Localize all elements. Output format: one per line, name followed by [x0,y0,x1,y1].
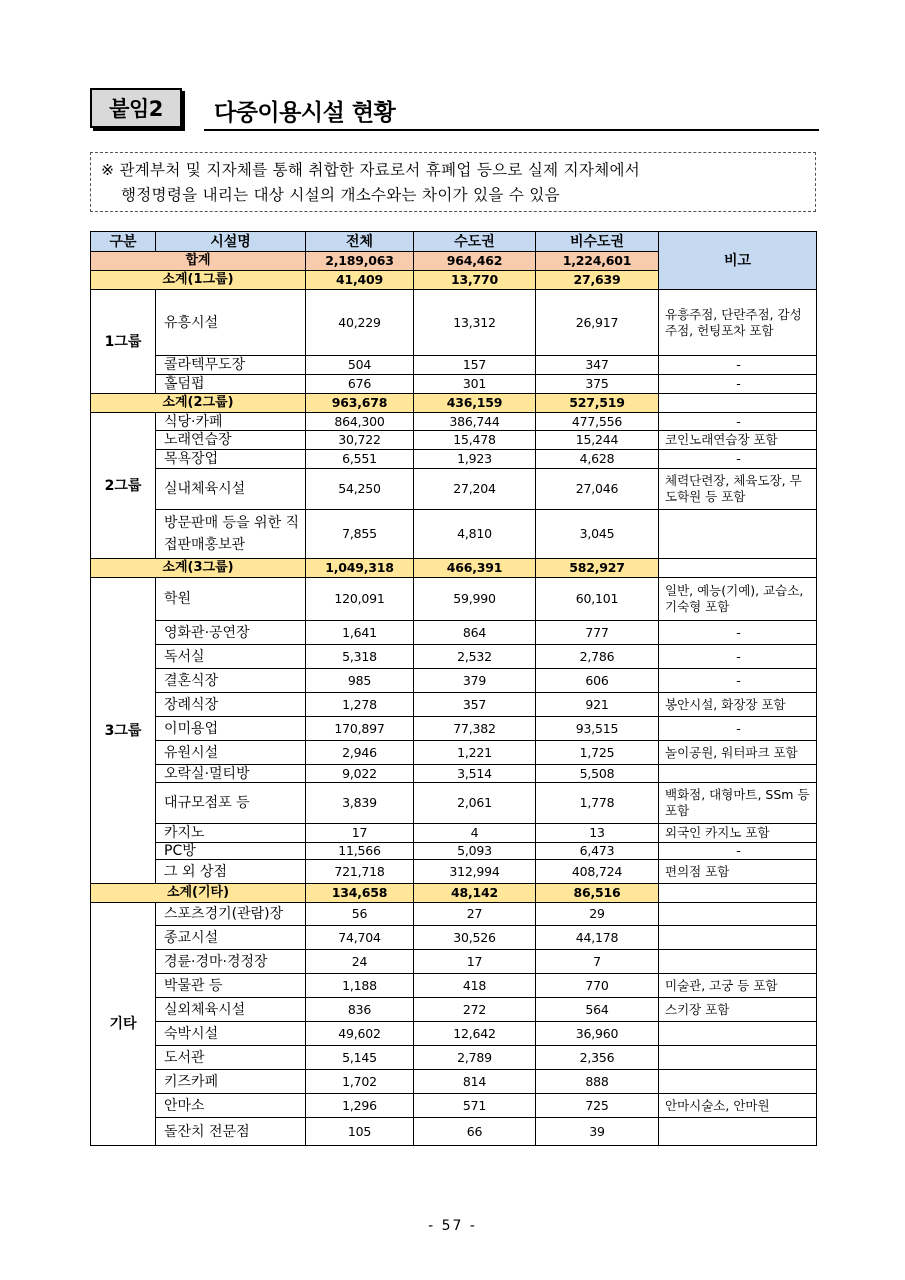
facility-metro: 59,990 [414,578,536,621]
total-value: 2,189,063 [306,252,414,271]
subtotal-nonmetro: 86,516 [536,884,659,903]
facility-total: 676 [306,375,414,394]
facility-total: 5,145 [306,1046,414,1070]
facility-nonmetro: 27,046 [536,469,659,510]
table-row [91,1094,817,1118]
table-row [91,765,817,783]
table-row [91,998,817,1022]
facility-name: 도서관 [156,1046,306,1070]
table-row [91,926,817,950]
facility-remark: 일반, 예능(기예), 교습소, 기숙형 포함 [659,578,817,621]
facility-metro: 2,061 [414,783,536,824]
facility-total: 5,318 [306,645,414,669]
table-row [91,860,817,884]
facility-nonmetro: 408,724 [536,860,659,884]
facility-nonmetro: 770 [536,974,659,998]
facility-metro: 13,312 [414,290,536,356]
table-row [91,469,817,510]
facility-name: 돌잔치 전문점 [156,1118,306,1146]
table-row [91,1070,817,1094]
facility-nonmetro: 3,045 [536,510,659,559]
facility-name: 실내체육시설 [156,469,306,510]
facility-metro: 272 [414,998,536,1022]
section-heading [90,88,820,132]
facility-name: 오락실·멀티방 [156,765,306,783]
table-row [91,693,817,717]
facility-remark: 놀이공원, 워터파크 포함 [659,741,817,765]
subtotal-label: 소계(기타) [91,884,306,903]
facility-remark [659,1070,817,1094]
subtotal-nonmetro: 27,639 [536,271,659,290]
facility-total: 504 [306,356,414,375]
facility-total: 2,946 [306,741,414,765]
facility-name: 키즈카페 [156,1070,306,1094]
group-label: 1그룹 [91,290,156,394]
facility-total: 49,602 [306,1022,414,1046]
group-label: 3그룹 [91,578,156,884]
facility-nonmetro: 26,917 [536,290,659,356]
facility-remark: 봉안시설, 화장장 포함 [659,693,817,717]
facility-remark [659,1046,817,1070]
subtotal-row [91,394,817,413]
header-category: 구분 [91,232,156,252]
facility-name: 식당·카페 [156,413,306,431]
header-facility: 시설명 [156,232,306,252]
facility-metro: 4 [414,824,536,843]
facility-name: PC방 [156,843,306,860]
facility-remark: 안마시술소, 안마원 [659,1094,817,1118]
notice-line-2: 행정명령을 내리는 대상 시설의 개소수와는 차이가 있을 수 있음 [121,186,560,204]
facility-remark: 코인노래연습장 포함 [659,431,817,450]
facility-nonmetro: 29 [536,903,659,926]
subtotal-total: 134,658 [306,884,414,903]
facility-metro: 864 [414,621,536,645]
subtotal-total: 963,678 [306,394,414,413]
facility-nonmetro: 44,178 [536,926,659,950]
subtotal-metro: 48,142 [414,884,536,903]
facility-remark: - [659,645,817,669]
table-row [91,356,817,375]
facility-nonmetro: 2,786 [536,645,659,669]
total-nonmetro: 1,224,601 [536,252,659,271]
facility-metro: 357 [414,693,536,717]
facility-nonmetro: 60,101 [536,578,659,621]
facility-name: 장례식장 [156,693,306,717]
facility-total: 1,188 [306,974,414,998]
facility-metro: 30,526 [414,926,536,950]
facility-remark: - [659,450,817,469]
facility-remark [659,950,817,974]
facility-nonmetro: 606 [536,669,659,693]
facility-nonmetro: 477,556 [536,413,659,431]
table-row [91,843,817,860]
facility-remark [659,510,817,559]
facility-metro: 814 [414,1070,536,1094]
facility-name: 독서실 [156,645,306,669]
subtotal-metro: 13,770 [414,271,536,290]
facility-total: 40,229 [306,290,414,356]
facility-name: 유원시설 [156,741,306,765]
subtotal-remark [659,559,817,578]
facility-total: 6,551 [306,450,414,469]
facility-metro: 571 [414,1094,536,1118]
facility-metro: 1,923 [414,450,536,469]
facility-nonmetro: 15,244 [536,431,659,450]
facility-name: 방문판매 등을 위한 직접판매홍보관 [156,510,306,559]
table-row [91,431,817,450]
table-row [91,1046,817,1070]
facility-nonmetro: 777 [536,621,659,645]
facility-total: 721,718 [306,860,414,884]
table-row [91,950,817,974]
facility-total: 1,278 [306,693,414,717]
facility-name: 유흥시설 [156,290,306,356]
facility-metro: 17 [414,950,536,974]
facility-remark: - [659,356,817,375]
facility-nonmetro: 2,356 [536,1046,659,1070]
subtotal-metro: 466,391 [414,559,536,578]
facility-metro: 418 [414,974,536,998]
facility-total: 864,300 [306,413,414,431]
facility-name: 실외체육시설 [156,998,306,1022]
facility-nonmetro: 5,508 [536,765,659,783]
table-row [91,1118,817,1146]
facility-metro: 2,532 [414,645,536,669]
table-row [91,450,817,469]
table-row [91,974,817,998]
facility-total: 9,022 [306,765,414,783]
facility-name: 홀덤펍 [156,375,306,394]
subtotal-row [91,559,817,578]
table-row [91,413,817,431]
facility-table [90,231,817,1146]
table-row [91,578,817,621]
header-total: 전체 [306,232,414,252]
header-remark: 비고 [659,232,817,290]
facility-total: 11,566 [306,843,414,860]
subtotal-label: 소계(3그룹) [91,559,306,578]
facility-remark: 외국인 카지노 포함 [659,824,817,843]
facility-nonmetro: 921 [536,693,659,717]
subtotal-label: 소계(2그룹) [91,394,306,413]
attachment-tag-label: 붙임2 [109,97,163,121]
facility-metro: 77,382 [414,717,536,741]
facility-total: 74,704 [306,926,414,950]
facility-remark: 스키장 포함 [659,998,817,1022]
facility-metro: 3,514 [414,765,536,783]
table-row [91,903,817,926]
subtotal-metro: 436,159 [414,394,536,413]
table-row [91,645,817,669]
table-row [91,783,817,824]
table-row [91,510,817,559]
facility-nonmetro: 93,515 [536,717,659,741]
header-nonmetro: 비수도권 [536,232,659,252]
facility-metro: 4,810 [414,510,536,559]
page-number: - 57 - [428,1218,477,1234]
facility-metro: 5,093 [414,843,536,860]
facility-total: 120,091 [306,578,414,621]
facility-total: 7,855 [306,510,414,559]
facility-total: 30,722 [306,431,414,450]
facility-name: 스포츠경기(관람)장 [156,903,306,926]
facility-metro: 386,744 [414,413,536,431]
table-row [91,669,817,693]
facility-nonmetro: 347 [536,356,659,375]
table-row [91,717,817,741]
facility-remark [659,1022,817,1046]
facility-name: 영화관·공연장 [156,621,306,645]
facility-name: 대규모점포 등 [156,783,306,824]
facility-metro: 27,204 [414,469,536,510]
facility-name: 그 외 상점 [156,860,306,884]
table-row [91,741,817,765]
table-row [91,1022,817,1046]
facility-remark: - [659,413,817,431]
table-row [91,290,817,356]
page-title: 다중이용시설 현황 [214,100,396,126]
facility-total: 24 [306,950,414,974]
header-metro: 수도권 [414,232,536,252]
table-row [91,375,817,394]
table-row [91,621,817,645]
facility-total: 17 [306,824,414,843]
facility-nonmetro: 13 [536,824,659,843]
facility-metro: 1,221 [414,741,536,765]
facility-total: 105 [306,1118,414,1146]
facility-total: 985 [306,669,414,693]
facility-nonmetro: 725 [536,1094,659,1118]
facility-remark [659,926,817,950]
facility-metro: 301 [414,375,536,394]
facility-remark: - [659,669,817,693]
facility-remark: - [659,621,817,645]
facility-name: 숙박시설 [156,1022,306,1046]
facility-nonmetro: 6,473 [536,843,659,860]
group-label: 기타 [91,903,156,1146]
facility-remark: - [659,717,817,741]
subtotal-remark [659,394,817,413]
facility-nonmetro: 7 [536,950,659,974]
facility-metro: 66 [414,1118,536,1146]
facility-nonmetro: 4,628 [536,450,659,469]
subtotal-total: 41,409 [306,271,414,290]
facility-metro: 15,478 [414,431,536,450]
facility-total: 3,839 [306,783,414,824]
facility-nonmetro: 375 [536,375,659,394]
subtotal-remark [659,884,817,903]
facility-total: 836 [306,998,414,1022]
facility-remark [659,1118,817,1146]
facility-remark: 미술관, 고궁 등 포함 [659,974,817,998]
facility-name: 박물관 등 [156,974,306,998]
facility-name: 노래연습장 [156,431,306,450]
facility-remark: 편의점 포함 [659,860,817,884]
notice-line-1: ※ 관계부처 및 지자체를 통해 취합한 자료로서 휴폐업 등으로 실제 지자체에서 [101,161,641,179]
facility-metro: 312,994 [414,860,536,884]
facility-remark: - [659,375,817,394]
facility-total: 170,897 [306,717,414,741]
facility-nonmetro: 1,778 [536,783,659,824]
facility-nonmetro: 564 [536,998,659,1022]
facility-nonmetro: 36,960 [536,1022,659,1046]
facility-name: 결혼식장 [156,669,306,693]
facility-remark [659,903,817,926]
facility-total: 54,250 [306,469,414,510]
facility-remark: - [659,843,817,860]
facility-remark: 백화점, 대형마트, SSm 등 포함 [659,783,817,824]
facility-total: 1,641 [306,621,414,645]
total-label: 합계 [91,252,306,271]
title-underline [204,129,819,131]
facility-name: 안마소 [156,1094,306,1118]
facility-total: 1,702 [306,1070,414,1094]
facility-remark [659,765,817,783]
facility-metro: 12,642 [414,1022,536,1046]
table-row [91,824,817,843]
facility-name: 콜라텍무도장 [156,356,306,375]
facility-name: 경륜·경마·경정장 [156,950,306,974]
facility-nonmetro: 888 [536,1070,659,1094]
facility-name: 이미용업 [156,717,306,741]
facility-total: 56 [306,903,414,926]
total-metro: 964,462 [414,252,536,271]
facility-metro: 379 [414,669,536,693]
facility-metro: 2,789 [414,1046,536,1070]
facility-nonmetro: 39 [536,1118,659,1146]
facility-name: 목욕장업 [156,450,306,469]
facility-metro: 27 [414,903,536,926]
facility-name: 학원 [156,578,306,621]
subtotal-row [91,884,817,903]
facility-name: 종교시설 [156,926,306,950]
facility-total: 1,296 [306,1094,414,1118]
notice-box [90,152,816,212]
group-label: 2그룹 [91,413,156,559]
subtotal-label: 소계(1그룹) [91,271,306,290]
subtotal-nonmetro: 582,927 [536,559,659,578]
facility-remark: 체력단련장, 체육도장, 무도학원 등 포함 [659,469,817,510]
header-row [91,232,817,252]
subtotal-total: 1,049,318 [306,559,414,578]
attachment-tag [90,88,182,128]
facility-nonmetro: 1,725 [536,741,659,765]
facility-metro: 157 [414,356,536,375]
subtotal-nonmetro: 527,519 [536,394,659,413]
facility-remark: 유흥주점, 단란주점, 감성주점, 헌팅포차 포함 [659,290,817,356]
facility-name: 카지노 [156,824,306,843]
